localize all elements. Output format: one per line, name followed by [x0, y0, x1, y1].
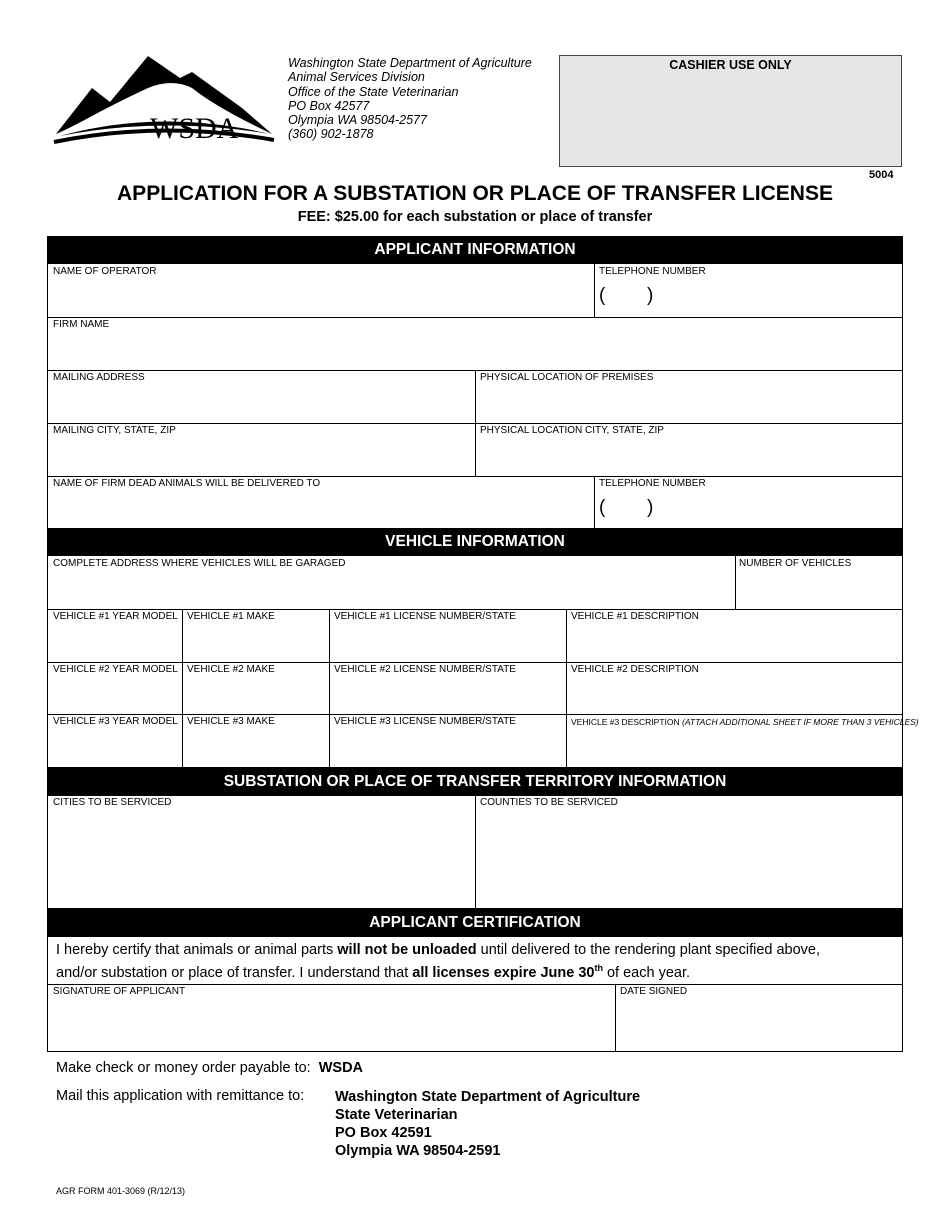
garage-address-field[interactable]: [48, 571, 734, 608]
fee-line: FEE: $25.00 for each substation or place of transfer: [297, 209, 653, 225]
mail-address-line: PO Box 42591: [335, 1125, 432, 1141]
payable-to-payee: WSDA: [318, 1060, 364, 1076]
mail-address-line: Olympia WA 98504-2591: [335, 1143, 501, 1159]
cert-superscript: th: [594, 963, 603, 973]
vehicle-3-license-label: VEHICLE #3 LICENSE NUMBER/STATE: [334, 716, 516, 727]
vehicle-3-license-field[interactable]: [331, 729, 565, 766]
divider: [329, 609, 330, 767]
number-of-vehicles-label: NUMBER OF VEHICLES: [739, 558, 852, 569]
cert-bold-expiry: [412, 965, 603, 981]
vehicle-3-make-label: VEHICLE #3 MAKE: [187, 716, 275, 727]
divider: [48, 662, 902, 663]
vehicle-1-year-field[interactable]: [48, 624, 181, 661]
mail-to-address: [335, 1088, 640, 1160]
agency-line: PO Box 42577: [288, 98, 370, 113]
phone-paren-close: ): [647, 285, 654, 306]
counties-label: COUNTIES TO BE SERVICED: [480, 797, 618, 808]
firm-name-label: FIRM NAME: [53, 319, 110, 330]
dead-animals-firm-label: NAME OF FIRM DEAD ANIMALS WILL BE DELIVERED TO: [53, 478, 321, 489]
vehicle-2-license-label: VEHICLE #2 LICENSE NUMBER/STATE: [334, 664, 516, 675]
name-of-operator-label: NAME OF OPERATOR: [53, 266, 157, 277]
divider: [48, 984, 902, 985]
physical-city-field[interactable]: [477, 438, 902, 475]
vehicle-1-license-label: VEHICLE #1 LICENSE NUMBER/STATE: [334, 611, 516, 622]
vehicle-1-year-label: VEHICLE #1 YEAR MODEL: [53, 611, 178, 622]
vehicle-1-description-field[interactable]: [568, 624, 902, 661]
vehicle-2-description-label: VEHICLE #2 DESCRIPTION: [571, 664, 699, 675]
vehicle-3-description-label: [571, 717, 919, 727]
telephone-label: TELEPHONE NUMBER: [599, 266, 706, 277]
physical-location-label: PHYSICAL LOCATION OF PREMISES: [480, 372, 654, 383]
name-of-operator-field[interactable]: [48, 279, 593, 316]
cert-bold: will not be unloaded: [337, 942, 477, 958]
garage-address-label: COMPLETE ADDRESS WHERE VEHICLES WILL BE GARAGED: [53, 558, 346, 569]
cert-text: of each year.: [602, 964, 691, 981]
cert-text: and/or substation or place of transfer. I understand that: [56, 964, 413, 981]
divider: [48, 714, 902, 715]
vehicle-2-year-field[interactable]: [48, 677, 181, 713]
cert-bold: all licenses expire June 30: [412, 964, 595, 981]
cashier-use-box: [559, 55, 902, 167]
divider: [48, 476, 902, 477]
mail-to-label: Mail this application with remittance to:: [56, 1088, 305, 1104]
payable-to-label: Make check or money order payable to:: [56, 1060, 311, 1076]
vehicle-3-make-field[interactable]: [184, 729, 328, 766]
vehicle-1-make-field[interactable]: [184, 624, 328, 661]
section-header-applicant: APPLICANT INFORMATION: [47, 236, 903, 264]
wsda-logo: [52, 50, 277, 150]
logo-text: WSDA: [150, 112, 239, 145]
date-signed-field[interactable]: [617, 999, 902, 1051]
divider: [566, 609, 567, 767]
divider: [594, 264, 595, 317]
cashier-label: CASHIER USE ONLY: [669, 58, 792, 72]
form-number: 5004: [869, 169, 894, 181]
vehicle-3-description-field[interactable]: [568, 729, 902, 766]
telephone-field[interactable]: [596, 279, 902, 316]
mailing-city-field[interactable]: [48, 438, 474, 475]
section-header-territory: SUBSTATION OR PLACE OF TRANSFER TERRITORY INFORMATION: [47, 767, 903, 796]
agency-address: [288, 56, 532, 142]
mail-address-line: Washington State Department of Agriculture: [335, 1089, 641, 1105]
page-title: APPLICATION FOR A SUBSTATION OR PLACE OF TRANSFER LICENSE: [117, 182, 833, 205]
firm-name-field[interactable]: [48, 332, 902, 369]
divider: [594, 476, 595, 528]
section-header-certification: APPLICANT CERTIFICATION: [47, 908, 903, 937]
application-form: [47, 236, 919, 1052]
divider: [48, 317, 902, 318]
divider: [615, 984, 616, 1051]
vehicle-3-description-text: VEHICLE #3 DESCRIPTION: [571, 717, 680, 727]
vehicle-2-make-label: VEHICLE #2 MAKE: [187, 664, 275, 675]
divider: [182, 609, 183, 767]
vehicle-2-year-label: VEHICLE #2 YEAR MODEL: [53, 664, 178, 675]
telephone-label: TELEPHONE NUMBER: [599, 478, 706, 489]
agency-line: Animal Services Division: [288, 70, 425, 85]
counties-field[interactable]: [477, 810, 902, 907]
vehicle-1-make-label: VEHICLE #1 MAKE: [187, 611, 275, 622]
cert-text: I hereby certify that animals or animal parts: [56, 942, 338, 958]
cities-field[interactable]: [48, 810, 474, 907]
divider: [735, 556, 736, 609]
divider: [475, 796, 476, 908]
physical-location-field[interactable]: [477, 385, 902, 422]
vehicle-2-description-field[interactable]: [568, 677, 902, 713]
agency-line: Office of the State Veterinarian: [288, 84, 459, 99]
vehicle-3-year-field[interactable]: [48, 729, 181, 766]
divider: [48, 609, 902, 610]
cert-text: until delivered to the rendering plant specified above,: [476, 942, 821, 958]
agency-line: Washington State Department of Agriculture: [288, 56, 532, 70]
agency-line: Olympia WA 98504-2577: [288, 113, 427, 128]
vehicle-3-description-note: (ATTACH ADDITIONAL SHEET IF MORE THAN 3 VEHICLES): [682, 717, 919, 727]
cities-label: CITIES TO BE SERVICED: [53, 797, 172, 808]
signature-field[interactable]: [48, 999, 614, 1051]
divider: [48, 423, 902, 424]
number-of-vehicles-field[interactable]: [737, 571, 902, 608]
mailing-address-field[interactable]: [48, 385, 474, 422]
mailing-address-label: MAILING ADDRESS: [53, 372, 145, 383]
dead-animals-firm-field[interactable]: [48, 491, 593, 527]
signature-label: SIGNATURE OF APPLICANT: [53, 986, 186, 997]
agency-line: (360) 902-1878: [288, 127, 374, 142]
phone-paren-open: (: [599, 285, 606, 306]
certification-statement: [56, 941, 820, 982]
vehicle-1-license-field[interactable]: [331, 624, 565, 661]
date-signed-label: DATE SIGNED: [620, 986, 688, 997]
phone-paren-open: (: [599, 497, 606, 518]
telephone-field-2[interactable]: [596, 491, 902, 527]
vehicle-1-description-label: VEHICLE #1 DESCRIPTION: [571, 611, 699, 622]
vehicle-2-license-field[interactable]: [331, 677, 565, 713]
vehicle-2-make-field[interactable]: [184, 677, 328, 713]
payable-to-line: [56, 1060, 363, 1076]
mail-address-line: State Veterinarian: [335, 1107, 458, 1123]
mailing-city-label: MAILING CITY, STATE, ZIP: [53, 425, 176, 436]
vehicle-3-year-label: VEHICLE #3 YEAR MODEL: [53, 716, 178, 727]
phone-paren-close: ): [647, 497, 654, 518]
section-header-vehicle: VEHICLE INFORMATION: [47, 528, 903, 556]
form-identifier: AGR FORM 401-3069 (R/12/13): [56, 1186, 186, 1196]
physical-city-label: PHYSICAL LOCATION CITY, STATE, ZIP: [480, 425, 664, 436]
